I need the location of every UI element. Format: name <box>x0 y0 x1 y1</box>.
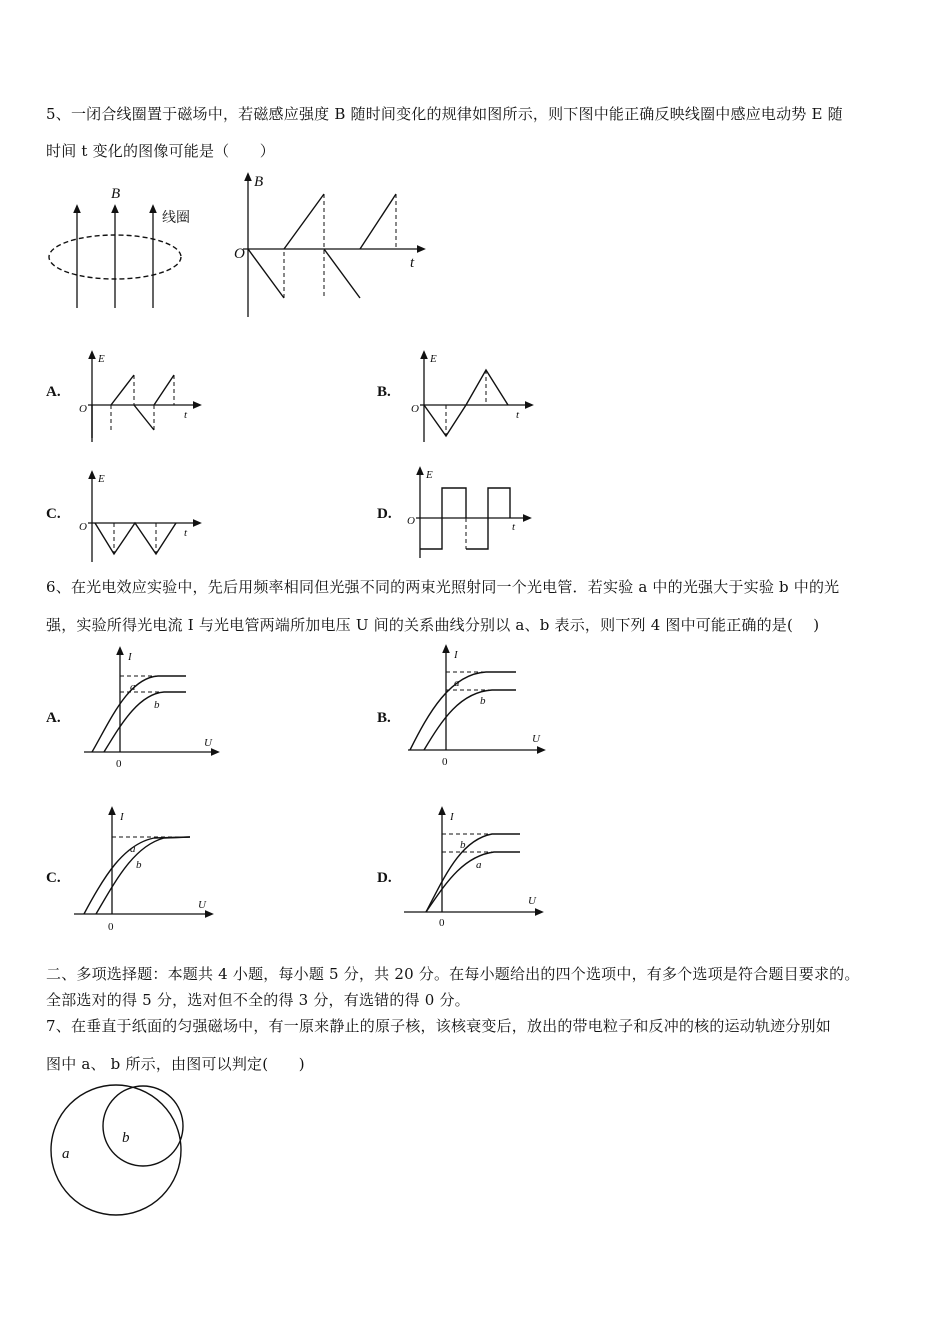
origin-label: O <box>234 246 245 262</box>
q7-text-line2: 图中 a、 b 所示，由图可以判定( ) <box>46 1055 305 1073</box>
b-ramp-down <box>248 249 284 298</box>
svg-text:a: a <box>130 681 136 693</box>
svg-text:U: U <box>528 895 536 907</box>
q6-option-a-label[interactable]: A. <box>46 710 61 726</box>
svg-text:E: E <box>426 469 433 481</box>
q5-option-b-label[interactable]: B. <box>377 384 391 400</box>
section2-text-line1: 二、多项选择题：本题共 4 小题，每小题 5 分，共 20 分。在每小题给出的四个选项中，有多个选项是符合题目要求的。 <box>46 965 860 983</box>
svg-text:b: b <box>460 839 466 851</box>
q5-option-a-label[interactable]: A. <box>46 384 61 400</box>
svg-text:a: a <box>62 1146 70 1162</box>
svg-text:I: I <box>128 651 132 663</box>
q5-text-line2: 时间 t 变化的图像可能是（ ） <box>46 142 275 160</box>
curve-b <box>424 690 516 750</box>
svg-text:U: U <box>532 733 540 745</box>
b-axis-label: B <box>254 174 264 190</box>
coil-label: 线圈 <box>162 210 190 226</box>
q5-option-d-graph <box>404 466 544 561</box>
q7-text-line1: 7、在垂直于纸面的匀强磁场中，有一原来静止的原子核，该核衰变后，放出的带电粒子和反冲的核的运动轨迹分别如 <box>46 1017 831 1035</box>
q5-text-line1: 5、一闭合线圈置于磁场中，若磁感应强度 B 随时间变化的规律如图所示，则下图中能正确反映线圈中感应电动势 E 随 <box>46 105 843 123</box>
svg-text:t: t <box>512 521 516 533</box>
svg-text:0: 0 <box>439 917 445 929</box>
q6-option-c-graph <box>72 806 222 931</box>
b-ramp-down-2 <box>324 249 360 298</box>
q6-option-d-label[interactable]: D. <box>377 870 392 886</box>
q6-option-b-graph <box>404 644 554 769</box>
svg-text:O: O <box>79 521 87 533</box>
svg-text:I: I <box>120 811 124 823</box>
trajectory-b <box>103 1086 183 1166</box>
svg-text:O: O <box>411 403 419 415</box>
q7-trajectory-figure <box>48 1088 198 1208</box>
q5-option-b-graph <box>410 350 540 445</box>
q5-coil-figure <box>45 182 215 312</box>
svg-text:a: a <box>130 843 136 855</box>
svg-text:b: b <box>122 1130 130 1146</box>
q5-option-d-label[interactable]: D. <box>377 506 392 522</box>
svg-text:b: b <box>154 699 160 711</box>
svg-text:O: O <box>79 403 87 415</box>
svg-text:t: t <box>184 527 188 539</box>
curve-b <box>104 692 186 752</box>
svg-text:E: E <box>430 353 437 365</box>
curve-b <box>96 837 190 914</box>
curve-a <box>426 852 520 912</box>
svg-text:t: t <box>516 409 520 421</box>
q6-option-d-graph <box>402 806 552 931</box>
q5-option-c-label[interactable]: C. <box>46 506 61 522</box>
q5-b-t-graph <box>228 172 428 322</box>
q6-option-a-graph <box>80 646 230 771</box>
curve-a <box>84 837 190 914</box>
svg-text:0: 0 <box>116 758 122 770</box>
trajectory-a <box>51 1085 181 1215</box>
svg-text:t: t <box>184 409 188 421</box>
svg-text:0: 0 <box>442 756 448 768</box>
svg-text:a: a <box>476 859 482 871</box>
svg-text:E: E <box>98 473 105 485</box>
curve-a <box>92 676 186 752</box>
svg-text:O: O <box>407 515 415 527</box>
b-ramp-up <box>284 194 324 249</box>
section2-text-line2: 全部选对的得 5 分，选对但不全的得 3 分，有选错的得 0 分。 <box>46 991 470 1009</box>
svg-text:E: E <box>98 353 105 365</box>
q5-option-c-graph <box>78 470 208 565</box>
q6-text-line2: 强，实验所得光电流 I 与光电管两端所加电压 U 间的关系曲线分别以 a、b 表示，则下列 4 图中可能正确的是( ) <box>46 616 820 634</box>
q6-option-b-label[interactable]: B. <box>377 710 391 726</box>
svg-text:U: U <box>198 899 206 911</box>
b-ramp-up-2 <box>360 194 396 249</box>
q6-option-c-label[interactable]: C. <box>46 870 61 886</box>
svg-text:U: U <box>204 737 212 749</box>
svg-text:b: b <box>136 859 142 871</box>
svg-text:b: b <box>480 695 486 707</box>
q6-text-line1: 6、在光电效应实验中，先后用频率相同但光强不同的两束光照射同一个光电管．若实验 a 中的光强大于实验 b 中的光 <box>46 578 840 596</box>
t-axis-label: t <box>410 255 415 271</box>
b-field-label: B <box>111 186 121 202</box>
svg-text:a: a <box>454 677 460 689</box>
svg-text:I: I <box>454 649 458 661</box>
curve-a <box>410 672 516 750</box>
svg-text:0: 0 <box>108 921 114 933</box>
svg-text:I: I <box>450 811 454 823</box>
curve-b <box>426 834 520 912</box>
q5-option-a-graph <box>78 350 208 445</box>
